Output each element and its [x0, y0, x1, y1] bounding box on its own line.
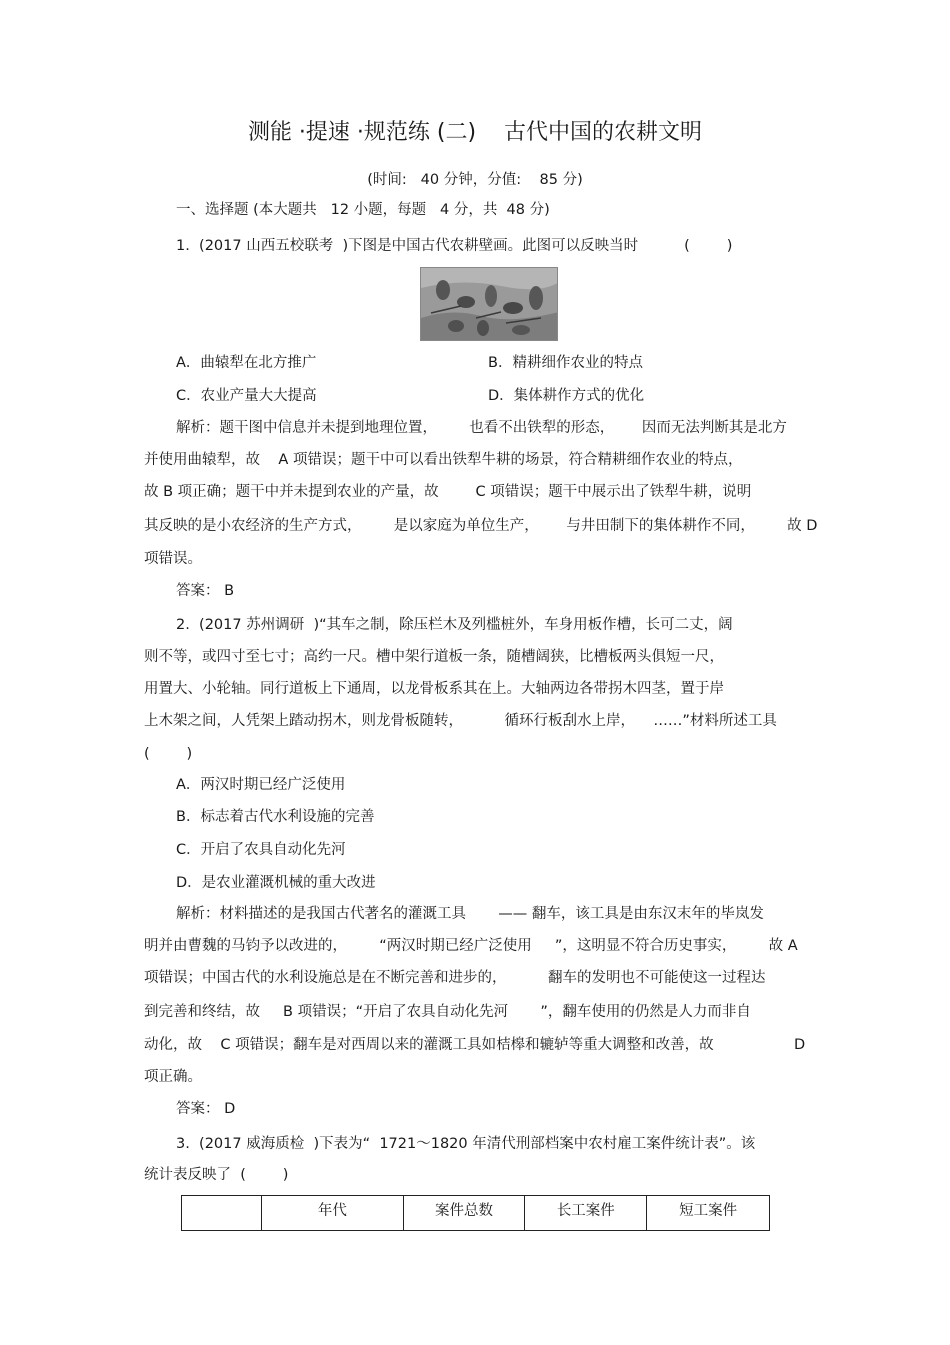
q2-option-a: A．两汉时期已经广泛使用	[176, 777, 346, 793]
q2-analysis-line: 解析：材料描述的是我国古代著名的灌溉工具 —— 翻车，该工具是由东汉末年的毕岚发	[176, 906, 764, 922]
q2-analysis-line: 项正确。	[144, 1069, 202, 1085]
q2-stem-line: ( )	[144, 746, 193, 762]
q2-option-c: C．开启了农具自动化先河	[176, 842, 346, 858]
q2-analysis-line: D	[794, 1037, 806, 1053]
farming-fresco-image	[420, 267, 558, 341]
q3-stem-line: 3. (2017 威海质检 )下表为“ 1721～1820 年清代刑部档案中农村雇工案件统计表”。该	[176, 1136, 756, 1152]
q2-stem-line: 用置大、小轮轴。同行道板上下通周，以龙骨板系其在上。大轴两边各带拐木四茎，置于岸	[144, 681, 724, 697]
q1-option-b: B．精耕细作农业的特点	[488, 355, 643, 371]
q2-analysis-line: 动化，故 C 项错误；翻车是对西周以来的灌溉工具如桔槔和辘轳等重大调整和改善，故	[144, 1037, 714, 1053]
table-header-cell: 年代	[262, 1196, 404, 1231]
q2-option-d: D．是农业灌溉机械的重大改进	[176, 875, 376, 891]
q1-stem: 1. (2017 山西五校联考 )下图是中国古代农耕壁画。此图可以反映当时 ( )	[176, 238, 733, 254]
q2-option-b: B．标志着古代水利设施的完善	[176, 809, 375, 825]
q2-stem-line: 2. (2017 苏州调研 )“其车之制，除压栏木及列槛桩外，车身用板作槽，长可二丈，阔	[176, 617, 733, 633]
table-header-cell: 短工案件	[647, 1196, 770, 1231]
q2-analysis-line: 明并由曹魏的马钧予以改进的， “两汉时期已经广泛使用 ”，这明显不符合历史事实， 故 A	[144, 938, 798, 954]
section-heading: 一、选择题 (本大题共 12 小题，每题 4 分，共 48 分)	[176, 202, 550, 218]
q2-stem-line: 上木架之间，人凭架上踏动拐木，则龙骨板随转， 循环行板刮水上岸， ……”材料所述工具	[144, 713, 777, 729]
page-title: 测能 ·提速 ·规范练 (二) 古代中国的农耕文明	[247, 120, 703, 145]
page-subtitle: (时间: 40 分钟，分值: 85 分)	[367, 172, 583, 188]
q1-analysis-line: 并使用曲辕犁，故 A 项错误；题干中可以看出铁犁牛耕的场景，符合精耕细作农业的特点，	[144, 452, 743, 468]
q2-analysis-line: 项错误；中国古代的水利设施总是在不断完善和进步的， 翻车的发明也不可能使这一过程达	[144, 970, 766, 986]
q1-analysis-line: 其反映的是小农经济的生产方式， 是以家庭为单位生产， 与井田制下的集体耕作不同， 故 D	[144, 518, 818, 534]
q1-option-d: D．集体耕作方式的优化	[488, 388, 645, 404]
q1-option-c: C．农业产量大大提高	[176, 388, 317, 404]
q1-analysis-line: 解析：题干图中信息并未提到地理位置， 也看不出铁犁的形态， 因而无法判断其是北方	[176, 420, 787, 436]
q1-analysis-line: 项错误。	[144, 551, 202, 567]
q3-statistics-table	[181, 1195, 770, 1231]
q3-stem-line: 统计表反映了 ( )	[144, 1167, 289, 1183]
q2-analysis-line: 到完善和终结，故 B 项错误；“开启了农具自动化先河 ”，翻车使用的仍然是人力而非自	[144, 1004, 751, 1020]
q2-stem-line: 则不等，或四寸至七寸；高约一尺。槽中架行道板一条，随槽阔狭，比槽板两头俱短一尺，	[144, 649, 724, 665]
table-header-cell: 案件总数	[403, 1196, 525, 1231]
table-header-row	[182, 1196, 770, 1231]
table-header-cell	[182, 1196, 262, 1231]
q2-answer: 答案： D	[176, 1101, 236, 1117]
table-header-cell: 长工案件	[525, 1196, 647, 1231]
q1-answer: 答案： B	[176, 583, 235, 599]
q1-analysis-line: 故 B 项正确；题干中并未提到农业的产量，故 C 项错误；题干中展示出了铁犁牛耕，说明	[144, 484, 752, 500]
q1-option-a: A．曲辕犁在北方推广	[176, 355, 317, 371]
